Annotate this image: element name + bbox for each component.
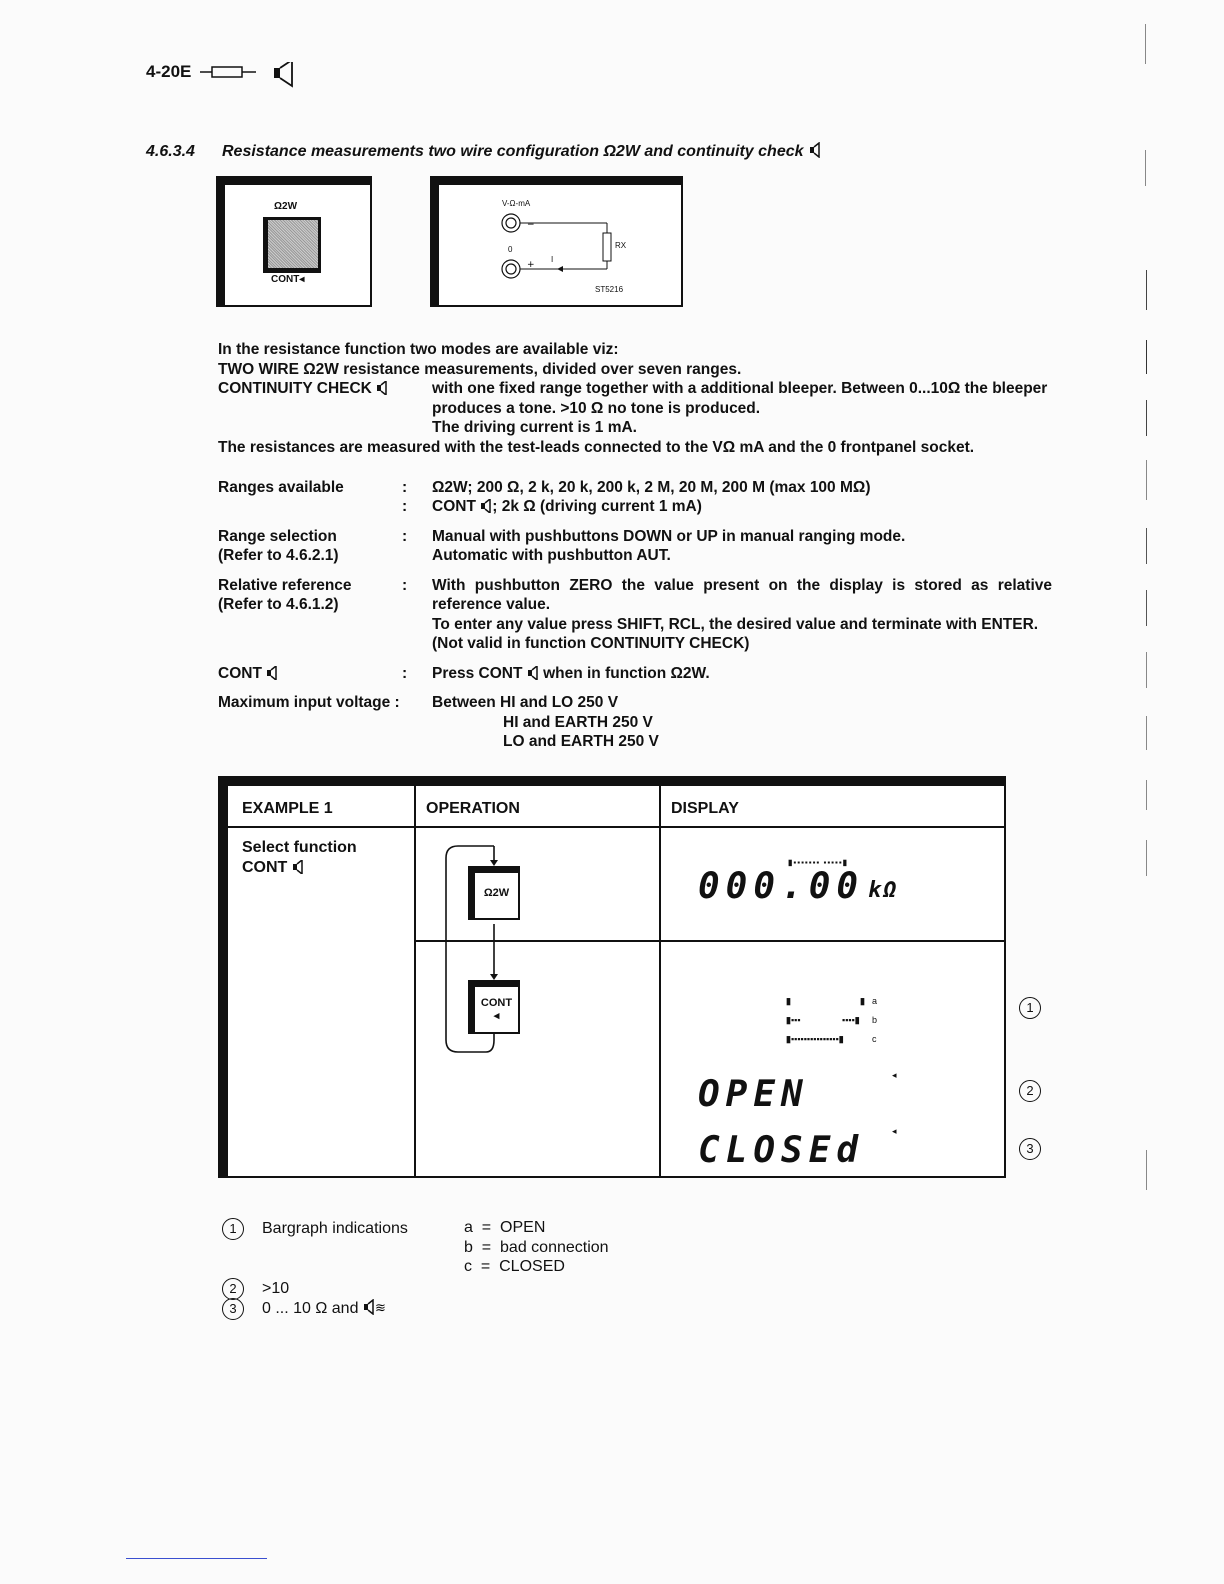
marker-2: 2 <box>1019 1080 1041 1102</box>
bargraph-c: ▮▪▪▪▪▪▪▪▪▪▪▪▪▪▪▪▮ <box>786 1034 844 1044</box>
button-panel <box>216 176 372 307</box>
colon: : <box>402 528 408 545</box>
range-selection-ref: (Refer to 4.6.2.1) <box>218 547 339 564</box>
continuity-text-1: with one fixed range together with a additional bleeper. Between 0...10Ω the bleeper <box>432 380 1048 397</box>
speaker-indicator: ◂ <box>892 1070 897 1080</box>
bargraph-top: ▮▪▪▪▪▪▪▪ ▪▪▪▪▪▮ <box>788 858 849 867</box>
col-display: DISPLAY <box>671 800 739 817</box>
marker-1: 1 <box>1019 997 1041 1019</box>
speaker-icon <box>808 142 822 158</box>
section-heading <box>146 142 822 161</box>
continuity-text-3: The driving current is 1 mA. <box>432 419 637 436</box>
speaker-icon <box>292 860 304 874</box>
connection-panel <box>430 176 683 307</box>
ranges-value-1: Ω2W; 200 Ω, 2 k, 20 k, 200 k, 2 M, 20 M, 200 M (max 100 MΩ) <box>432 479 871 496</box>
resistor-speaker-icon <box>198 62 298 90</box>
example-table <box>218 776 1006 1178</box>
section-number: 4.6.3.4 <box>146 143 195 160</box>
intro-line-3: The resistances are measured with the test-leads connected to the VΩ mA and the 0 frontpanel socket. <box>218 439 975 456</box>
bargraph-b: ▮▪▪▪ ▪▪▪▪▮ <box>786 1015 860 1025</box>
display-closed: CLOSEd <box>698 1130 865 1171</box>
legend-a: a = OPEN <box>464 1219 546 1236</box>
max-voltage-value-1: Between HI and LO 250 V <box>432 694 619 711</box>
colon: : <box>402 577 408 594</box>
omega2w-label: Ω2W <box>274 201 298 212</box>
max-voltage-label: Maximum input voltage : <box>218 694 400 711</box>
cont-spec-value: Press CONT when in function Ω2W. <box>432 665 710 682</box>
continuity-text-2: produces a tone. >10 Ω no tone is produced. <box>432 400 761 417</box>
colon: : <box>402 498 408 515</box>
function-button[interactable] <box>263 217 321 273</box>
intro-line-2: TWO WIRE Ω2W resistance measurements, divided over seven ranges. <box>218 361 742 378</box>
connection-diagram <box>439 185 679 305</box>
current-label: I <box>551 255 554 264</box>
legend-b: b = bad connection <box>464 1239 609 1256</box>
svg-text:+: + <box>527 260 535 270</box>
cont-label: CONT◂ <box>271 274 305 285</box>
legend-3: 3 0 ... 10 Ω and ≋ <box>222 1298 387 1320</box>
socket-top-label: V-Ω-mA <box>502 199 531 208</box>
bargraph-a: ▮ ▮ <box>786 996 865 1006</box>
figure-id: ST5216 <box>595 285 624 294</box>
range-selection-value-1: Manual with pushbuttons DOWN or UP in manual ranging mode. <box>432 528 906 545</box>
bargraph-c-label: c <box>872 1034 877 1044</box>
resistor-label: RX <box>615 241 627 250</box>
step-sub: CONT <box>242 859 304 877</box>
legend-c: c = CLOSED <box>464 1258 565 1275</box>
legend-2: 2 >10 <box>222 1278 289 1300</box>
svg-text:≋: ≋ <box>374 1301 386 1315</box>
speaker-tone-icon <box>363 1299 387 1315</box>
display-reading: 000.00 <box>698 866 865 907</box>
socket-bottom-label: 0 <box>508 245 513 254</box>
cont-button[interactable]: CONT ◂ <box>468 980 520 1034</box>
relative-reference-value-1: With pushbutton ZERO the value present on the display is stored as relative <box>432 577 1052 594</box>
colon: : <box>402 665 408 682</box>
omega2w-button[interactable]: Ω2W <box>468 866 520 920</box>
speaker-icon <box>266 666 278 680</box>
section-title: Resistance measurements two wire configuration Ω2W and continuity check <box>222 143 804 160</box>
page-code: 4-20E <box>146 62 192 81</box>
ranges-label: Ranges available <box>218 479 344 496</box>
display-unit: kΩ <box>868 878 899 903</box>
range-selection-value-2: Automatic with pushbutton AUT. <box>432 547 671 564</box>
continuity-label: CONTINUITY CHECK <box>218 379 388 399</box>
relative-reference-value-3: To enter any value press SHIFT, RCL, the desired value and terminate with ENTER. <box>432 616 1039 633</box>
bargraph-a-label: a <box>872 996 878 1006</box>
col-example: EXAMPLE 1 <box>242 800 333 817</box>
relative-reference-value-4: (Not valid in function CONTINUITY CHECK) <box>432 635 750 652</box>
relative-reference-label: Relative reference <box>218 577 352 594</box>
colon: : <box>402 479 408 496</box>
range-selection-label: Range selection <box>218 528 337 545</box>
speaker-icon <box>376 381 388 395</box>
speaker-icon <box>480 499 492 513</box>
relative-reference-value-2: reference value. <box>432 596 551 613</box>
relative-reference-ref: (Refer to 4.6.1.2) <box>218 596 339 613</box>
legend-1: 1 Bargraph indications <box>222 1218 408 1240</box>
bargraph-b-label: b <box>872 1015 878 1025</box>
step-title: Select function <box>242 839 357 856</box>
svg-text:−: − <box>527 220 535 230</box>
page-rule <box>126 1558 267 1559</box>
marker-3: 3 <box>1019 1138 1041 1160</box>
max-voltage-value-3: LO and EARTH 250 V <box>503 733 659 750</box>
intro-line-1: In the resistance function two modes are available viz: <box>218 341 619 358</box>
speaker-icon <box>527 666 539 680</box>
cont-spec-label: CONT <box>218 664 278 684</box>
col-operation: OPERATION <box>426 800 520 817</box>
display-open: OPEN <box>698 1074 809 1115</box>
max-voltage-value-2: HI and EARTH 250 V <box>503 714 653 731</box>
ranges-value-2: CONT ; 2k Ω (driving current 1 mA) <box>432 498 702 515</box>
speaker-indicator: ◂ <box>892 1126 897 1136</box>
